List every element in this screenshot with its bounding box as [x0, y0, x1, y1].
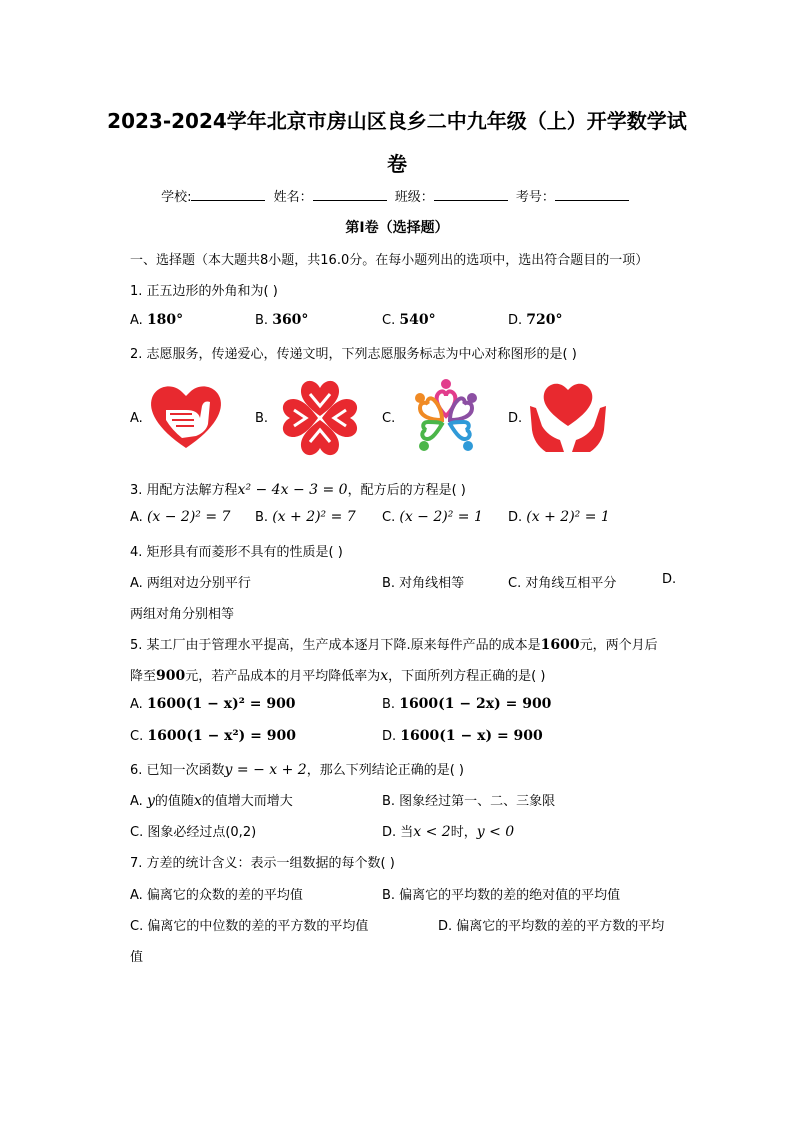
name-label: 姓名：	[273, 190, 313, 205]
q2-stem: 2. 志愿服务，传递爱心，传递文明，下列志愿服务标志为中心对称图形的是( )	[130, 347, 577, 362]
exam-no-blank[interactable]	[555, 188, 629, 201]
part1-heading: 一、选择题（本大题共8小题，共16.0分。在每小题列出的选项中，选出符合题目的一项）	[130, 253, 649, 268]
q4-option-d: D.	[662, 572, 677, 587]
q3-option-b: B. (x + 2)² = 7	[255, 509, 356, 525]
q6-option-a: A. y的值随x的值增大而增大	[130, 793, 293, 809]
q6-equation: y = − x + 2	[224, 762, 307, 778]
q7-option-c: C. 偏离它的中位数的差的平方数的平均值	[130, 919, 369, 934]
four-hearts-hands-icon	[276, 376, 364, 460]
q3-option-c: C. (x − 2)² = 1	[382, 509, 483, 525]
name-blank[interactable]	[313, 188, 387, 201]
q7-option-b: B. 偏离它的平均数的差的绝对值的平均值	[382, 888, 621, 903]
q1-option-b: B. 360°	[255, 312, 309, 328]
q7-option-d: D. 偏离它的平均数的差的平方数的平均	[438, 919, 665, 934]
q1-option-d: D. 720°	[508, 312, 563, 328]
q3-stem: 3. 用配方法解方程x² − 4x − 3 = 0，配方后的方程是( )	[130, 482, 466, 498]
q7-option-d-text: 值	[130, 950, 144, 965]
page-title	[100, 100, 694, 186]
q5-option-c: C. 1600(1 − x²) = 900	[130, 728, 296, 744]
class-label: 班级：	[394, 190, 434, 205]
q2-option-c: C.	[382, 411, 396, 426]
title-line-1: 2023-2024学年北京市房山区良乡二中九年级（上）开学数学试	[107, 109, 687, 133]
school-blank[interactable]	[191, 188, 265, 201]
q4-stem: 4. 矩形具有而菱形不具有的性质是( )	[130, 545, 343, 560]
q5-option-b: B. 1600(1 − 2x) = 900	[382, 696, 552, 712]
q2-option-d: D.	[508, 411, 523, 426]
q1-option-a: A. 180°	[130, 312, 184, 328]
q3-option-a: A. (x − 2)² = 7	[130, 509, 231, 525]
title-line-2: 卷	[387, 152, 407, 176]
q6-option-b: B. 图象经过第一、二、三象限	[382, 794, 556, 809]
q1-stem: 1. 正五边形的外角和为( )	[130, 284, 278, 299]
heart-in-hands-icon	[526, 378, 610, 454]
heart-hand-icon	[146, 380, 226, 452]
q3-equation: x² − 4x − 3 = 0	[237, 482, 348, 498]
q4-option-d-text: 两组对角分别相等	[130, 607, 235, 622]
q5-option-d: D. 1600(1 − x) = 900	[382, 728, 543, 744]
school-label: 学校:	[161, 190, 192, 205]
q7-stem: 7. 方差的统计含义：表示一组数据的每个数( )	[130, 856, 395, 871]
student-info-line	[0, 186, 794, 205]
q4-option-b: B. 对角线相等	[382, 576, 465, 591]
q6-stem: 6. 已知一次函数y = − x + 2，那么下列结论正确的是( )	[130, 762, 464, 778]
q2-option-b: B.	[255, 411, 269, 426]
q2-option-a: A.	[130, 411, 143, 426]
section-title: 第Ⅰ卷（选择题）	[345, 220, 449, 236]
q6-option-d: D. 当x < 2时，y < 0	[382, 824, 515, 840]
q5-stem-line1: 5. 某工厂由于管理水平提高，生产成本逐月下降.原来每件产品的成本是1600元，两个月后	[130, 637, 658, 653]
class-blank[interactable]	[434, 188, 508, 201]
q1-option-c: C. 540°	[382, 312, 436, 328]
five-color-hearts-icon	[400, 376, 492, 462]
exam-no-label: 考号：	[515, 190, 555, 205]
q5-option-a: A. 1600(1 − x)² = 900	[130, 696, 296, 712]
q4-option-a: A. 两组对边分别平行	[130, 576, 251, 591]
q7-option-a: A. 偏离它的众数的差的平均值	[130, 888, 303, 903]
q3-option-d: D. (x + 2)² = 1	[508, 509, 610, 525]
q5-stem-line2: 降至900元，若产品成本的月平均降低率为x，下面所列方程正确的是( )	[130, 668, 546, 684]
q6-option-c: C. 图象必经过点(0,2)	[130, 825, 257, 840]
q4-option-c: C. 对角线互相平分	[508, 576, 617, 591]
